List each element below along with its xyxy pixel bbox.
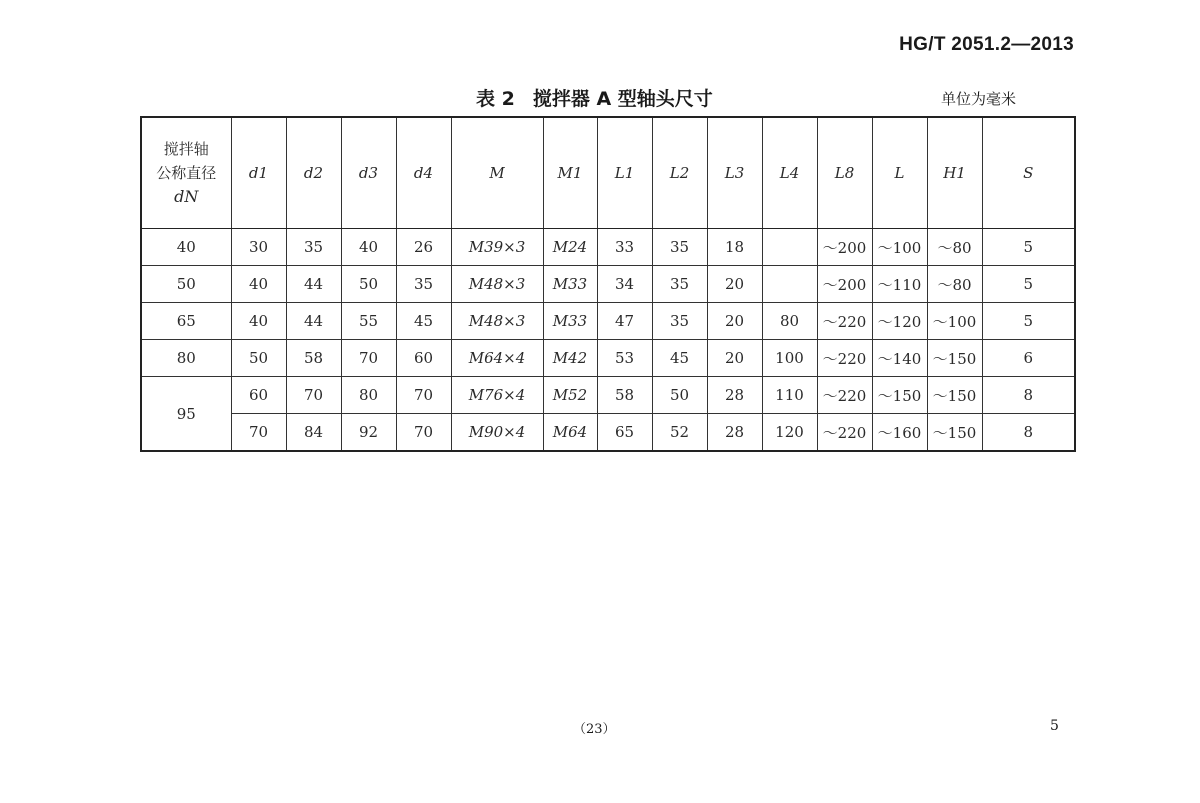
table-cell: 40 (231, 266, 286, 303)
table-cell: 6 (982, 340, 1075, 377)
cell-dn: 50 (141, 266, 231, 303)
table-cell: 70 (286, 377, 341, 414)
header-h1: H1 (927, 117, 982, 229)
header-d4: d4 (396, 117, 451, 229)
table-cell: M48×3 (451, 303, 543, 340)
table-cell: 58 (286, 340, 341, 377)
table-cell: ～220 (817, 414, 872, 452)
table-cell: 120 (762, 414, 817, 452)
table-cell: 5 (982, 266, 1075, 303)
cell-dn: 95 (141, 377, 231, 452)
table-cell: 20 (707, 340, 762, 377)
table-cell: ～140 (872, 340, 927, 377)
table-name: 搅拌器 A 型轴头尺寸 (532, 88, 713, 110)
table-cell: 35 (286, 229, 341, 266)
table-row (141, 414, 1075, 452)
table-cell: M64×4 (451, 340, 543, 377)
header-l3: L3 (707, 117, 762, 229)
table-row (141, 340, 1075, 377)
table-cell: ～150 (927, 377, 982, 414)
table-cell: M52 (543, 377, 597, 414)
header-dn-line2: 公称直径 (156, 164, 217, 182)
table-cell: ～150 (927, 340, 982, 377)
table-cell: 55 (341, 303, 396, 340)
table-number: 表 2 (476, 88, 515, 110)
table-cell: 58 (597, 377, 652, 414)
page-reference: （23） (573, 722, 616, 737)
table-cell: ～120 (872, 303, 927, 340)
table-cell: ～150 (872, 377, 927, 414)
table-cell: 26 (396, 229, 451, 266)
table-cell: 35 (652, 229, 707, 266)
table-cell: ～110 (872, 266, 927, 303)
table-cell: 45 (652, 340, 707, 377)
cell-dn: 40 (141, 229, 231, 266)
header-dn (141, 117, 231, 229)
table-cell: ～220 (817, 340, 872, 377)
table-cell: M90×4 (451, 414, 543, 452)
header-d1: d1 (231, 117, 286, 229)
table-cell: M33 (543, 303, 597, 340)
table-title (476, 84, 713, 111)
table-cell: M33 (543, 266, 597, 303)
page-number: 5 (1050, 718, 1059, 734)
table-row (141, 229, 1075, 266)
cell-dn: 65 (141, 303, 231, 340)
header-s: S (982, 117, 1075, 229)
table-cell: 53 (597, 340, 652, 377)
table-title-row (0, 84, 1200, 112)
table-cell: 8 (982, 377, 1075, 414)
table-cell: M39×3 (451, 229, 543, 266)
standard-code: HG/T 2051.2—2013 (899, 34, 1074, 55)
table-row (141, 303, 1075, 340)
table-cell: ～200 (817, 266, 872, 303)
header-m1: M1 (543, 117, 597, 229)
table-cell: 70 (231, 414, 286, 452)
table-cell: 35 (396, 266, 451, 303)
table-cell: M42 (543, 340, 597, 377)
table-cell: 33 (597, 229, 652, 266)
header-l1: L1 (597, 117, 652, 229)
table-cell: ～80 (927, 229, 982, 266)
table-cell: 50 (652, 377, 707, 414)
table-cell: 20 (707, 303, 762, 340)
table-cell: 52 (652, 414, 707, 452)
shaft-head-dimensions-table (140, 116, 1076, 452)
table-cell: ～160 (872, 414, 927, 452)
table-cell: 20 (707, 266, 762, 303)
table-cell: 60 (396, 340, 451, 377)
table-cell: ～80 (927, 266, 982, 303)
table-cell: 80 (762, 303, 817, 340)
table-cell: 30 (231, 229, 286, 266)
table-cell: 28 (707, 414, 762, 452)
table-cell: ～220 (817, 303, 872, 340)
table-cell: ～200 (817, 229, 872, 266)
header-d2: d2 (286, 117, 341, 229)
cell-dn: 80 (141, 340, 231, 377)
header-l8: L8 (817, 117, 872, 229)
table-cell: 5 (982, 303, 1075, 340)
header-l4: L4 (762, 117, 817, 229)
header-m: M (451, 117, 543, 229)
table-cell: 34 (597, 266, 652, 303)
table-cell: 50 (341, 266, 396, 303)
header-l: L (872, 117, 927, 229)
table-cell (762, 229, 817, 266)
header-row (141, 117, 1075, 229)
table-cell: ～100 (872, 229, 927, 266)
unit-note: 单位为毫米 (941, 90, 1017, 108)
table-cell: M76×4 (451, 377, 543, 414)
table-cell: ～100 (927, 303, 982, 340)
table-cell: 65 (597, 414, 652, 452)
table-cell: 40 (231, 303, 286, 340)
header-d3: d3 (341, 117, 396, 229)
table-cell: ～150 (927, 414, 982, 452)
table-cell: 60 (231, 377, 286, 414)
table-cell: 100 (762, 340, 817, 377)
table-cell: 35 (652, 303, 707, 340)
table-cell: 35 (652, 266, 707, 303)
table-row (141, 266, 1075, 303)
table-row (141, 377, 1075, 414)
table-cell: 80 (341, 377, 396, 414)
table-cell: 50 (231, 340, 286, 377)
header-dn-line1: 搅拌轴 (163, 140, 209, 158)
table-cell: 18 (707, 229, 762, 266)
table-cell: 70 (396, 414, 451, 452)
table-cell: 28 (707, 377, 762, 414)
table-cell: 40 (341, 229, 396, 266)
table-cell: 84 (286, 414, 341, 452)
table-cell: 5 (982, 229, 1075, 266)
table-cell: M48×3 (451, 266, 543, 303)
table-cell: M24 (543, 229, 597, 266)
table-cell: 92 (341, 414, 396, 452)
table-cell: 110 (762, 377, 817, 414)
table-cell: 70 (396, 377, 451, 414)
table-cell: ～220 (817, 377, 872, 414)
table-cell: 70 (341, 340, 396, 377)
table-cell: 8 (982, 414, 1075, 452)
header-l2: L2 (652, 117, 707, 229)
header-dn-line3: dN (174, 187, 199, 206)
table-cell: M64 (543, 414, 597, 452)
table-cell (762, 266, 817, 303)
table-cell: 44 (286, 303, 341, 340)
table-cell: 47 (597, 303, 652, 340)
table-cell: 44 (286, 266, 341, 303)
table-cell: 45 (396, 303, 451, 340)
